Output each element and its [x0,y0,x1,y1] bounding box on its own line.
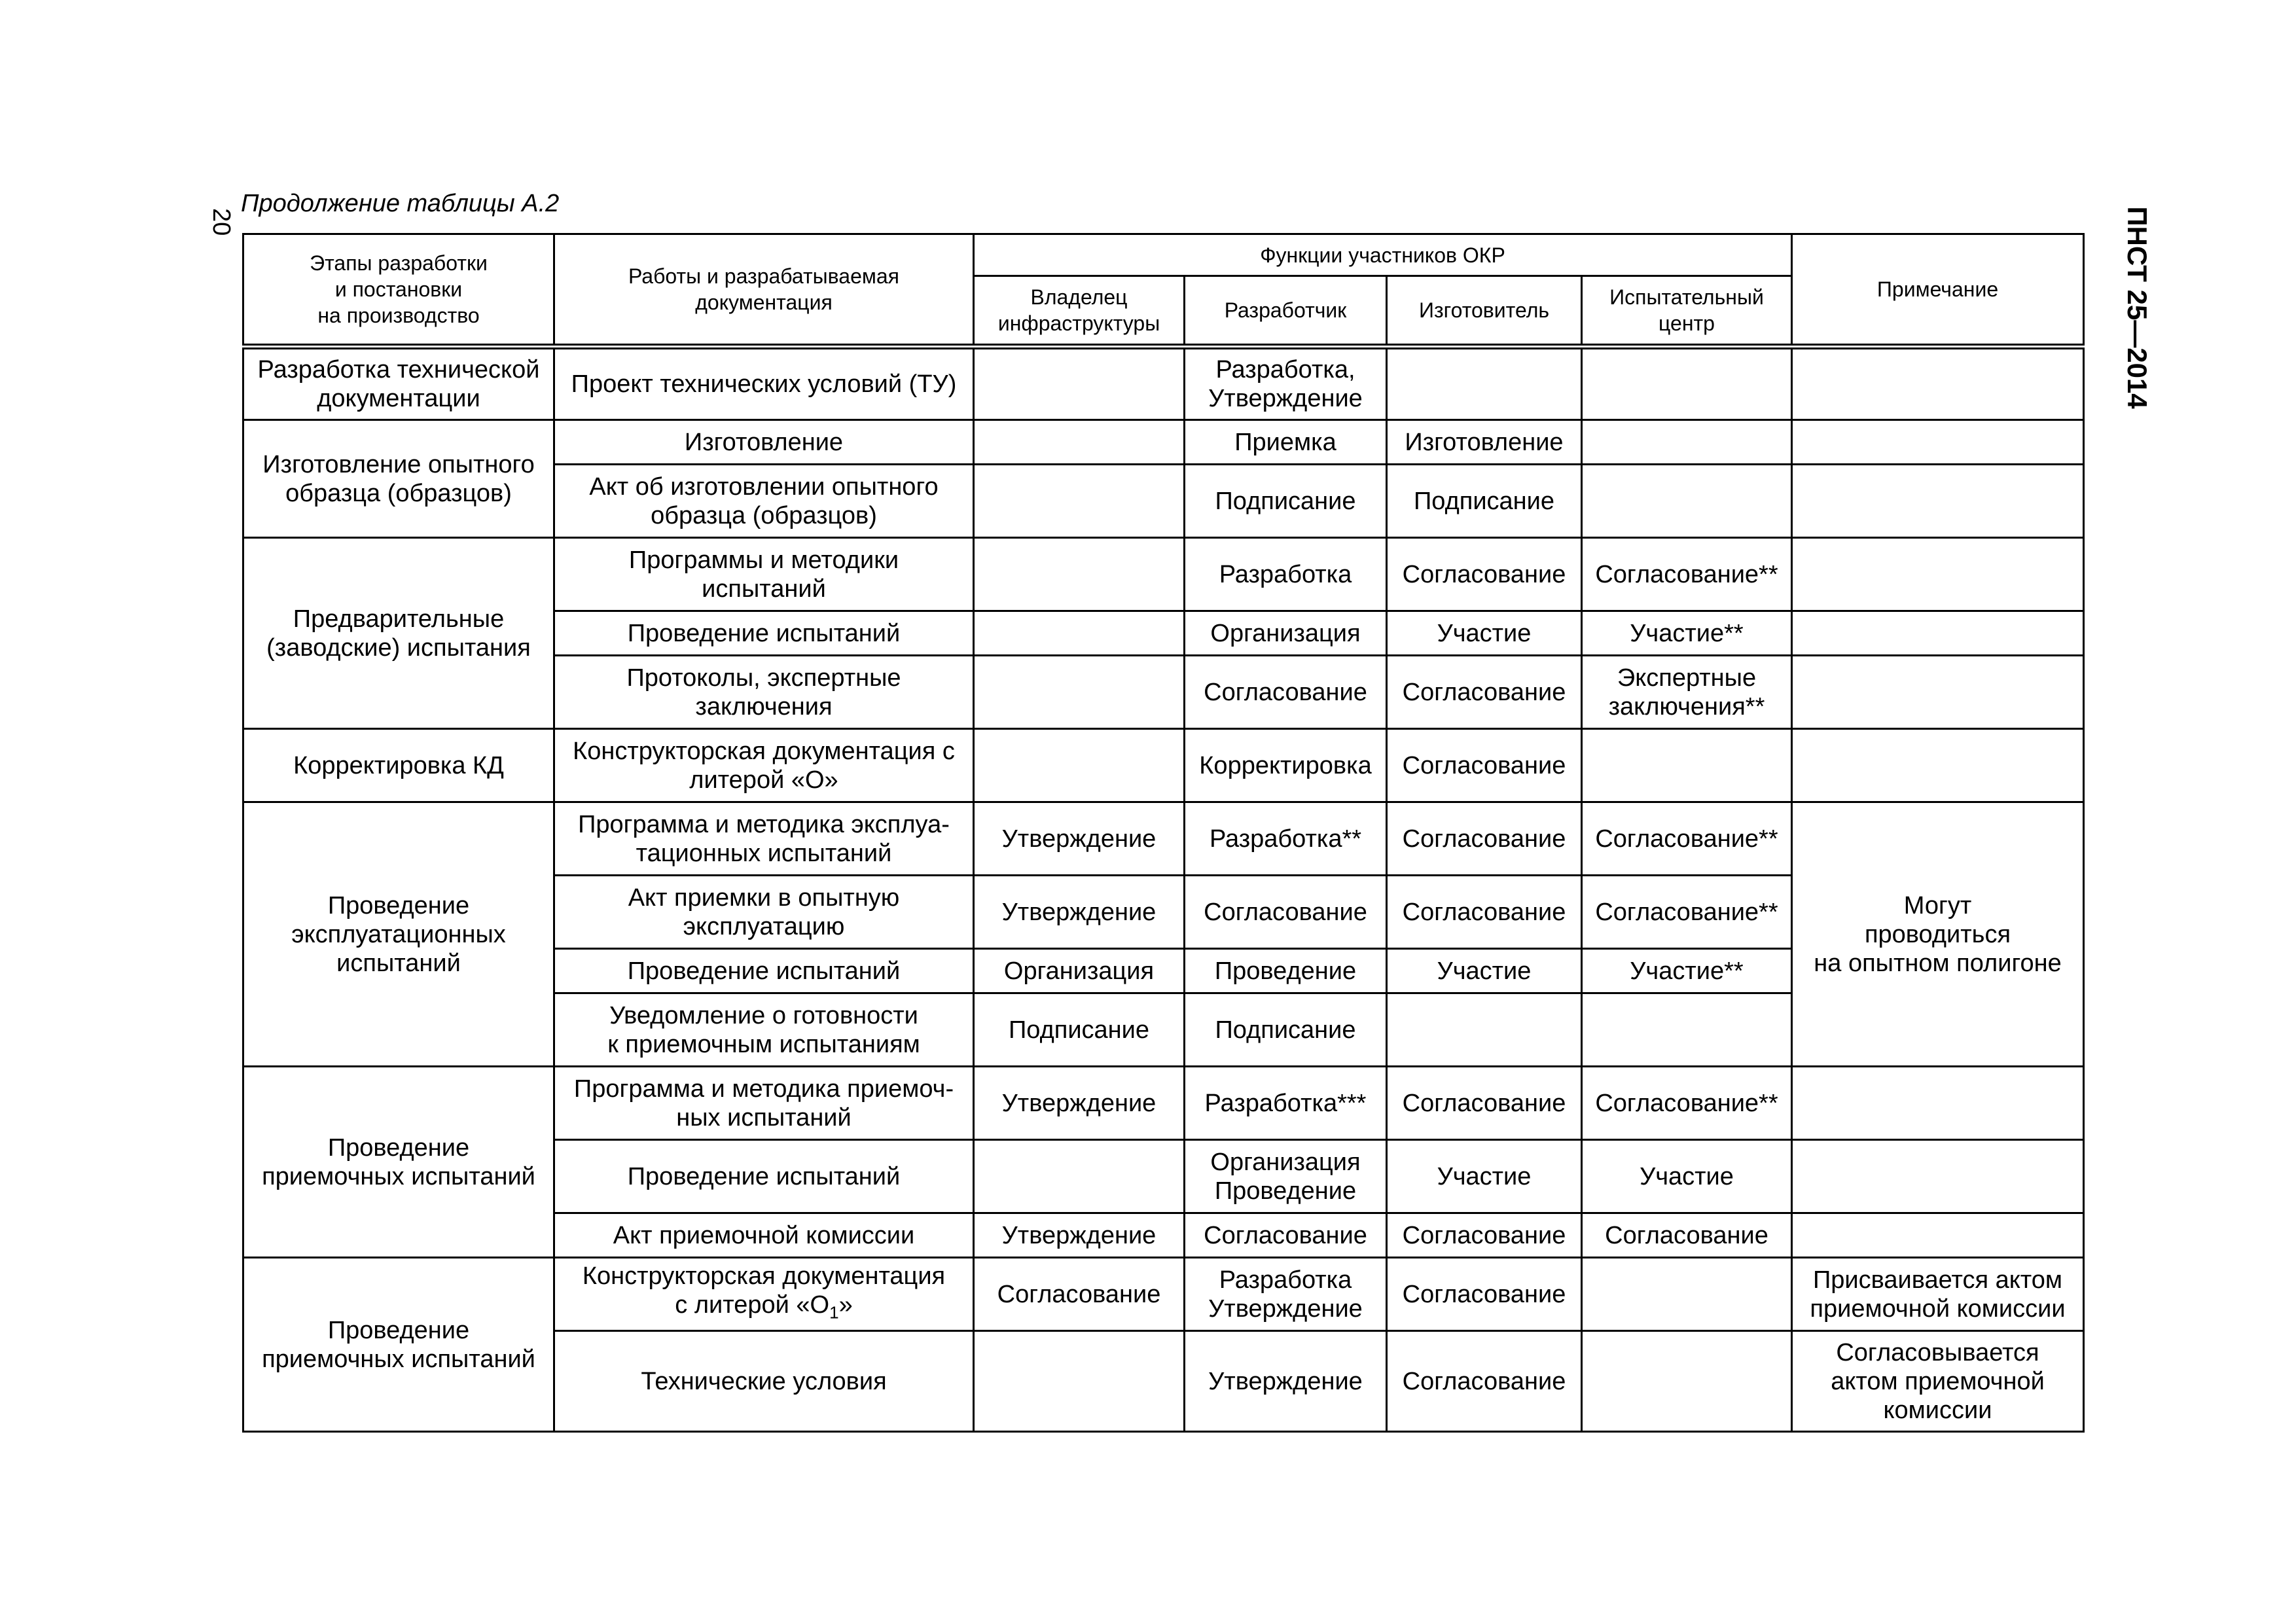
header-works: Работы и разрабатываемая документация [554,234,974,347]
standard-code: ПНСТ 25—2014 [2122,206,2153,409]
owner-cell [974,420,1185,465]
test-center-cell: Согласование** [1582,876,1792,949]
work-text-suffix: » [838,1291,853,1319]
work-cell: Протоколы, экспертные заключения [554,656,974,729]
test-center-cell: Участие** [1582,949,1792,993]
note-cell [1792,420,2084,465]
test-center-cell [1582,465,1792,538]
owner-cell: Согласование [974,1258,1185,1331]
owner-cell [974,656,1185,729]
test-center-cell [1582,347,1792,420]
work-cell: Проект технических условий (ТУ) [554,347,974,420]
owner-cell: Утверждение [974,1213,1185,1258]
stage-name: Проведение приемочных испытаний [243,1067,554,1258]
developer-cell: Согласование [1185,656,1387,729]
stage-name: Корректировка КД [243,729,554,802]
stage-name: Проведение эксплуатационных испытаний [243,802,554,1067]
note-cell [1792,611,2084,656]
test-center-cell: Согласование [1582,1213,1792,1258]
owner-cell: Утверждение [974,876,1185,949]
manufacturer-cell: Согласование [1387,1258,1582,1331]
note-cell [1792,656,2084,729]
owner-cell [974,729,1185,802]
developer-cell: Организация Проведение [1185,1140,1387,1213]
test-center-cell [1582,420,1792,465]
developer-cell: Разработка** [1185,802,1387,876]
stage-name: Изготовление опытного образца (образцов) [243,420,554,538]
table-row [243,802,2084,876]
header-owner: Владелец инфраструктуры [974,276,1185,347]
test-center-cell: Согласование** [1582,1067,1792,1140]
manufacturer-cell: Участие [1387,949,1582,993]
manufacturer-cell: Изготовление [1387,420,1582,465]
developer-cell: Приемка [1185,420,1387,465]
test-center-cell: Согласование** [1582,538,1792,611]
table-caption: Продолжение таблицы А.2 [241,190,560,217]
developer-cell: Организация [1185,611,1387,656]
note-cell: Присваивается актом приемочной комиссии [1792,1258,2084,1331]
header-functions-group: Функции участников ОКР [974,234,1792,276]
developer-cell: Разработка, Утверждение [1185,347,1387,420]
owner-cell: Утверждение [974,802,1185,876]
work-cell: Конструкторская документация с литерой «О» [554,729,974,802]
owner-cell: Организация [974,949,1185,993]
note-cell [1792,1140,2084,1213]
note-cell [1792,729,2084,802]
owner-cell: Подписание [974,993,1185,1067]
work-cell: Программа и методика эксплуа- тационных испытаний [554,802,974,876]
developer-cell: Согласование [1185,1213,1387,1258]
work-text: Конструкторская документация с литерой «О [582,1262,946,1319]
manufacturer-cell: Подписание [1387,465,1582,538]
work-subscript: 1 [829,1302,839,1323]
note-cell [1792,465,2084,538]
owner-cell [974,1140,1185,1213]
manufacturer-cell: Участие [1387,611,1582,656]
manufacturer-cell: Согласование [1387,1067,1582,1140]
owner-cell [974,1331,1185,1432]
test-center-cell: Участие** [1582,611,1792,656]
developer-cell: Проведение [1185,949,1387,993]
header-note: Примечание [1792,234,2084,347]
work-cell: Проведение испытаний [554,949,974,993]
work-cell: Проведение испытаний [554,1140,974,1213]
page-number: 20 [207,208,235,236]
manufacturer-cell: Согласование [1387,729,1582,802]
header-test-center: Испытательный центр [1582,276,1792,347]
test-center-cell: Согласование** [1582,802,1792,876]
table-container [242,233,2083,1433]
manufacturer-cell: Согласование [1387,538,1582,611]
test-center-cell [1582,993,1792,1067]
developer-cell: Подписание [1185,465,1387,538]
manufacturer-cell [1387,347,1582,420]
developer-cell: Подписание [1185,993,1387,1067]
developer-cell: Разработка Утверждение [1185,1258,1387,1331]
test-center-cell [1582,1258,1792,1331]
stage-name: Проведение приемочных испытаний [243,1258,554,1432]
owner-cell [974,347,1185,420]
owner-cell [974,611,1185,656]
developer-cell: Разработка*** [1185,1067,1387,1140]
developer-cell: Утверждение [1185,1331,1387,1432]
developer-cell: Согласование [1185,876,1387,949]
note-cell: Согласовывается актом приемочной комиссии [1792,1331,2084,1432]
work-cell: Технические условия [554,1331,974,1432]
table-row [243,1258,2084,1331]
stage-name: Разработка технической документации [243,347,554,420]
manufacturer-cell [1387,993,1582,1067]
work-cell: Акт об изготовлении опытного образца (образцов) [554,465,974,538]
manufacturer-cell: Согласование [1387,802,1582,876]
manufacturer-cell: Согласование [1387,1331,1582,1432]
work-cell: Программы и методики испытаний [554,538,974,611]
manufacturer-cell: Согласование [1387,876,1582,949]
developer-cell: Разработка [1185,538,1387,611]
stage-name: Предварительные (заводские) испытания [243,538,554,729]
work-cell: Уведомление о готовности к приемочным испытаниям [554,993,974,1067]
table-row [243,347,2084,420]
header-developer: Разработчик [1185,276,1387,347]
note-cell: Могут проводиться на опытном полигоне [1792,802,2084,1067]
owner-cell [974,538,1185,611]
owner-cell: Утверждение [974,1067,1185,1140]
note-cell [1792,538,2084,611]
header-manufacturer: Изготовитель [1387,276,1582,347]
note-cell [1792,347,2084,420]
developer-cell: Корректировка [1185,729,1387,802]
owner-cell [974,465,1185,538]
header-stages: Этапы разработки и постановки на производство [243,234,554,347]
work-cell: Изготовление [554,420,974,465]
work-cell: Программа и методика приемоч- ных испытаний [554,1067,974,1140]
test-center-cell: Участие [1582,1140,1792,1213]
table-row [243,1067,2084,1140]
work-cell: Проведение испытаний [554,611,974,656]
table-row [243,538,2084,611]
table-row [243,420,2084,465]
manufacturer-cell: Согласование [1387,656,1582,729]
note-cell [1792,1067,2084,1140]
note-cell [1792,1213,2084,1258]
test-center-cell [1582,1331,1792,1432]
work-cell: Акт приемки в опытную эксплуатацию [554,876,974,949]
work-cell [554,1258,974,1331]
table-row [243,729,2084,802]
stages-table [242,233,2085,1433]
test-center-cell [1582,729,1792,802]
work-cell: Акт приемочной комиссии [554,1213,974,1258]
manufacturer-cell: Участие [1387,1140,1582,1213]
manufacturer-cell: Согласование [1387,1213,1582,1258]
test-center-cell: Экспертные заключения** [1582,656,1792,729]
